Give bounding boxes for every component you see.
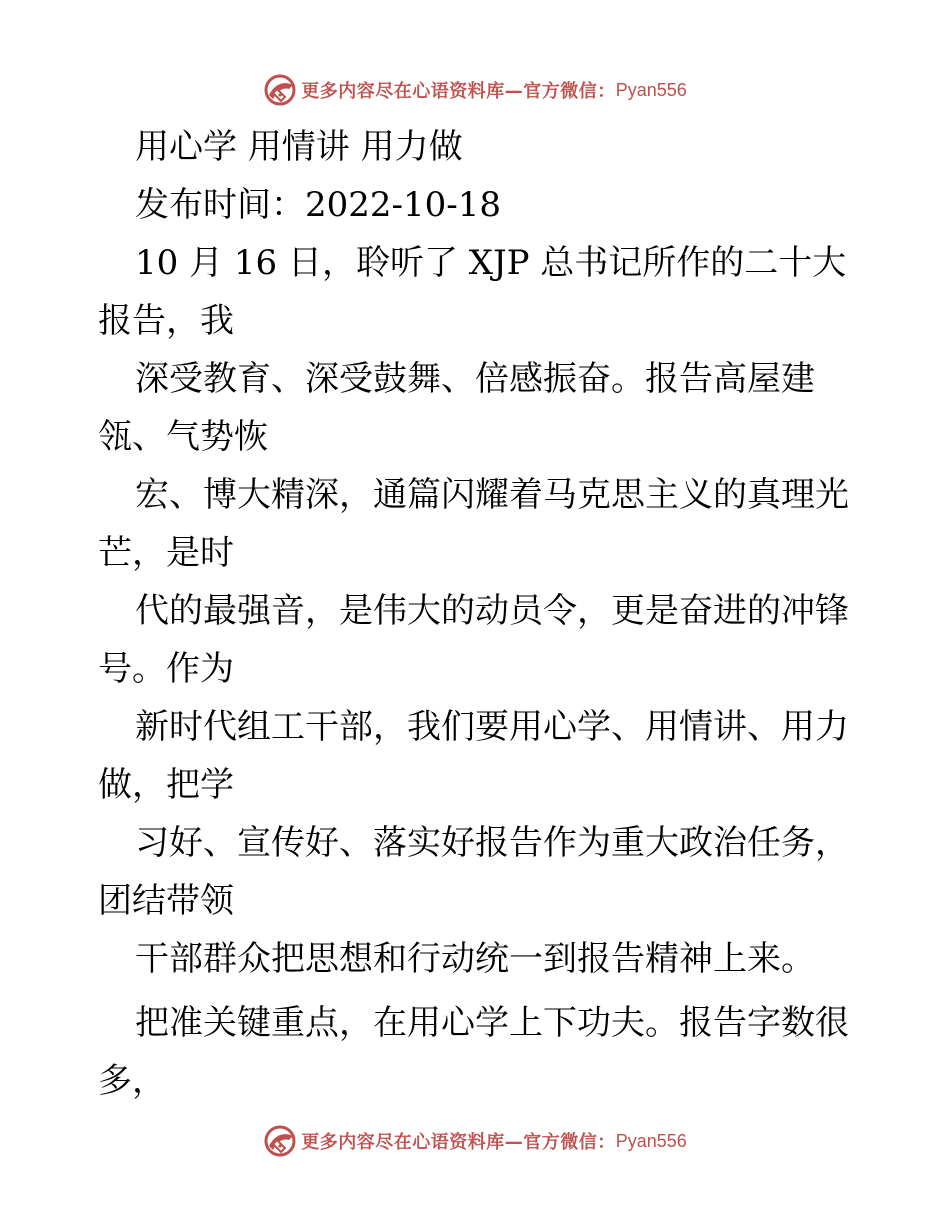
header-watermark: [0, 70, 950, 110]
body-line: 瓴、气势恢: [98, 417, 268, 457]
body-line: 把准关键重点，在用心学上下功夫。报告字数很: [135, 1003, 849, 1043]
body-line: 号。作为: [98, 649, 234, 689]
body-line: 习好、宣传好、落实好报告作为重大政治任务，: [135, 823, 849, 863]
body-line: 干部群众把思想和行动统一到报告精神上来。: [135, 939, 815, 979]
body-line: 宏、博大精深，通篇闪耀着马克思主义的真理光: [135, 475, 849, 515]
document-title: 用心学 用情讲 用力做: [135, 127, 463, 167]
body-line: 10 月 16 日，聆听了 XJP 总书记所作的二十大: [135, 243, 847, 283]
body-line: 新时代组工干部，我们要用心学、用情讲、用力: [135, 707, 849, 747]
body-line: 芒，是时: [98, 533, 234, 573]
body-line: 代的最强音，是伟大的动员令，更是奋进的冲锋: [135, 591, 849, 631]
watermark-contact: Pyan556: [615, 79, 687, 100]
publish-date: 发布时间：2022-10-18: [135, 185, 502, 225]
watermark-text: 更多内容尽在心语资料库—官方微信：: [301, 81, 616, 102]
watermark-text: 更多内容尽在心语资料库—官方微信：: [301, 1132, 616, 1153]
watermark-contact: Pyan556: [615, 1130, 687, 1151]
body-line: 做，把学: [98, 765, 234, 805]
footer-watermark: [0, 1121, 950, 1161]
pen-nib-logo-icon: [263, 1124, 297, 1158]
body-line: 报告，我: [98, 301, 234, 341]
body-line: 团结带领: [98, 881, 234, 921]
body-line: 多，: [98, 1061, 166, 1101]
body-line: 深受教育、深受鼓舞、倍感振奋。报告高屋建: [135, 359, 815, 399]
pen-nib-logo-icon: [263, 73, 297, 107]
